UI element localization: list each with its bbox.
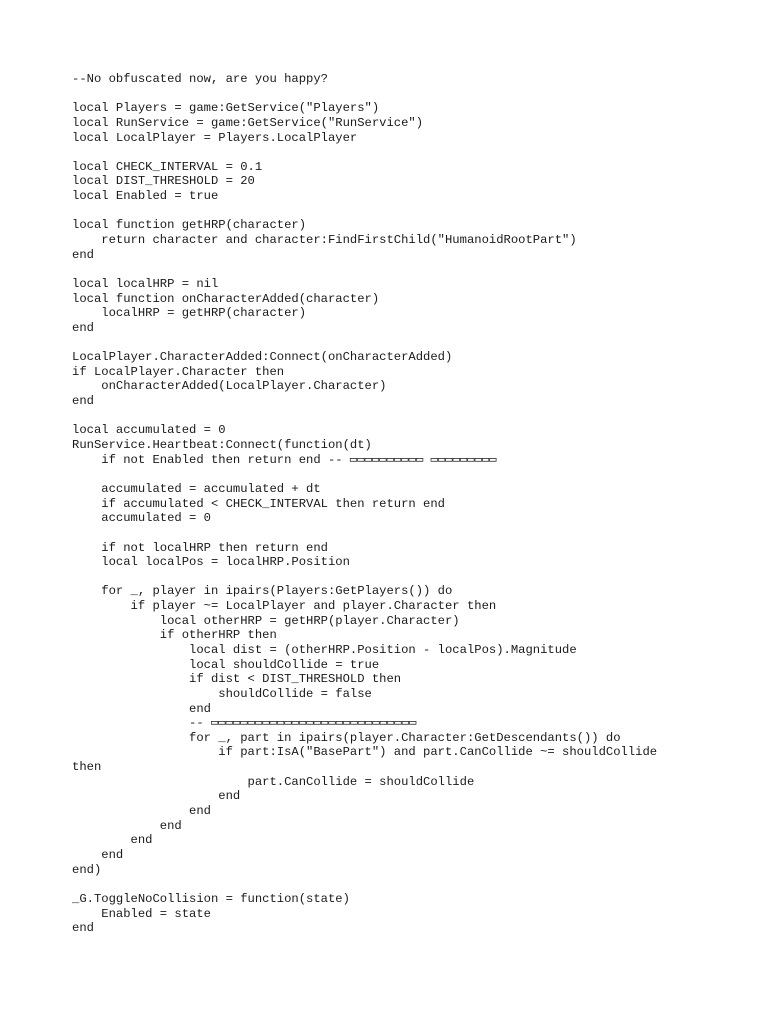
code-line: end: [72, 804, 211, 819]
code-line: end: [72, 247, 94, 262]
code-line: for _, player in ipairs(Players:GetPlayers()) do: [72, 584, 453, 599]
code-line: if player ~= LocalPlayer and player.Character then: [72, 599, 497, 614]
code-line: if not localHRP then return end: [72, 540, 328, 555]
code-line: [72, 87, 752, 102]
code-line: local accumulated = 0: [72, 423, 226, 438]
code-line: local LocalPlayer = Players.LocalPlayer: [72, 130, 358, 145]
code-line: return character and character:FindFirstChild("HumanoidRootPart"): [72, 233, 577, 248]
code-block: [72, 72, 752, 936]
code-line: [72, 336, 752, 351]
code-line: local CHECK_INTERVAL = 0.1: [72, 159, 263, 174]
code-line: if dist < DIST_THRESHOLD then: [72, 672, 402, 687]
code-line: local Players = game:GetService("Players"): [72, 101, 380, 116]
code-line: onCharacterAdded(LocalPlayer.Character): [72, 379, 387, 394]
code-line: [72, 467, 752, 482]
code-line: Enabled = state: [72, 906, 211, 921]
code-line: _G.ToggleNoCollision = function(state): [72, 891, 350, 906]
code-line: end: [72, 818, 182, 833]
code-line: LocalPlayer.CharacterAdded:Connect(onCharacterAdded): [72, 350, 453, 365]
code-line: local localHRP = nil: [72, 276, 219, 291]
code-line: end: [72, 394, 94, 409]
code-line: shouldCollide = false: [72, 686, 372, 701]
code-line: local shouldCollide = true: [72, 657, 380, 672]
code-line: [72, 570, 752, 585]
code-line: accumulated = 0: [72, 511, 211, 526]
code-line: local function getHRP(character): [72, 218, 307, 233]
code-line: accumulated = accumulated + dt: [72, 481, 321, 496]
code-line: local dist = (otherHRP.Position - localPos).Magnitude: [72, 642, 577, 657]
code-line: -- ▭▭▭▭▭▭▭▭▭▭▭▭▭▭▭▭▭▭▭▭▭▭▭▭▭▭▭▭: [72, 716, 417, 731]
code-line: end: [72, 847, 124, 862]
code-line: [72, 877, 752, 892]
code-line: local otherHRP = getHRP(player.Character): [72, 613, 460, 628]
code-line: [72, 526, 752, 541]
code-line: if otherHRP then: [72, 628, 277, 643]
code-line: end: [72, 701, 211, 716]
code-line: [72, 262, 752, 277]
code-line: local localPos = localHRP.Position: [72, 555, 350, 570]
code-line: if LocalPlayer.Character then: [72, 364, 285, 379]
code-line: end): [72, 862, 102, 877]
code-line: [72, 409, 752, 424]
code-line: end: [72, 789, 241, 804]
code-line: [72, 204, 752, 219]
code-line: if accumulated < CHECK_INTERVAL then return end: [72, 496, 445, 511]
code-line: localHRP = getHRP(character): [72, 306, 307, 321]
code-line: if part:IsA("BasePart") and part.CanCollide ~= shouldCollide: [72, 745, 658, 760]
code-line: local Enabled = true: [72, 189, 219, 204]
code-line: --No obfuscated now, are you happy?: [72, 72, 328, 86]
code-line: [72, 145, 752, 160]
code-line: local DIST_THRESHOLD = 20: [72, 174, 255, 189]
code-line: for _, part in ipairs(player.Character:GetDescendants()) do: [72, 730, 621, 745]
code-line: local function onCharacterAdded(character): [72, 291, 380, 306]
code-line: local RunService = game:GetService("RunService"): [72, 115, 424, 130]
code-line: end: [72, 921, 94, 936]
code-line: if not Enabled then return end -- ▭▭▭▭▭▭▭▭▭▭ ▭▭▭▭▭▭▭▭▭: [72, 452, 497, 467]
code-line: RunService.Heartbeat:Connect(function(dt): [72, 438, 372, 453]
code-line: end: [72, 320, 94, 335]
code-line: then: [72, 760, 102, 775]
code-line: part.CanCollide = shouldCollide: [72, 774, 475, 789]
code-line: end: [72, 833, 153, 848]
